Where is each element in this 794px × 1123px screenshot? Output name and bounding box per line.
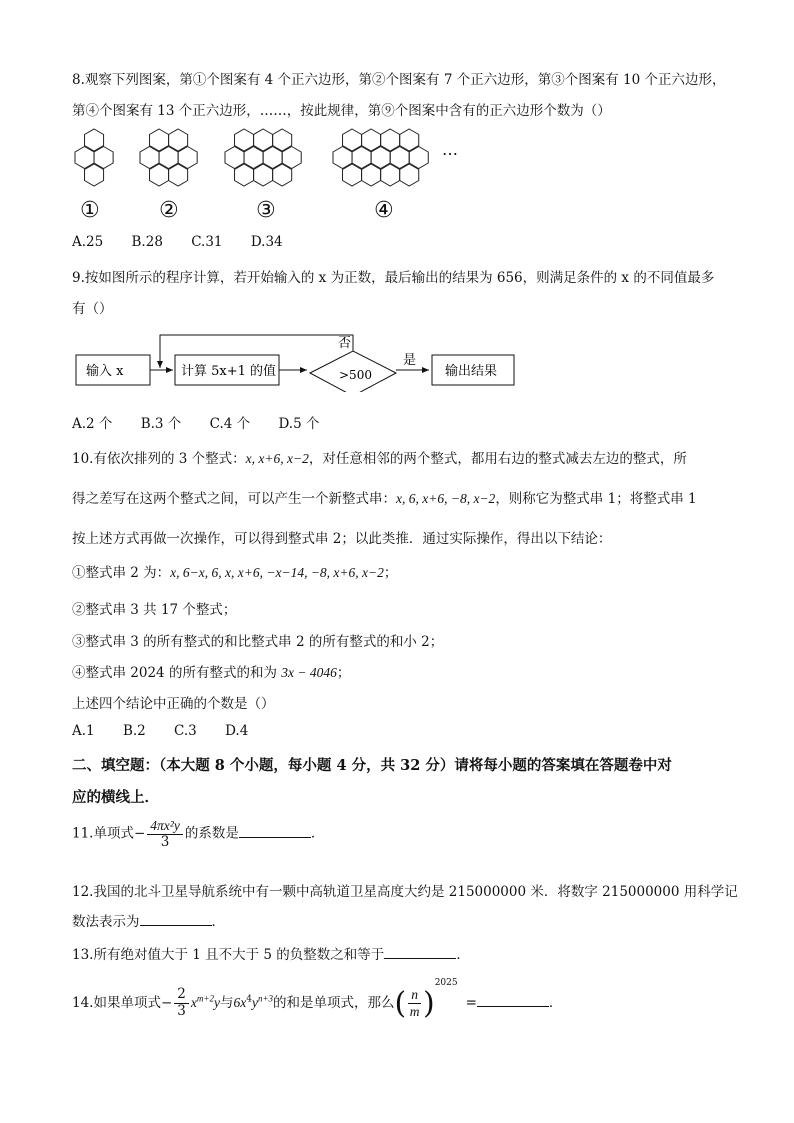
q13-answer-blank[interactable]: [384, 946, 456, 959]
q9-option-b: B.3 个: [140, 416, 182, 432]
q10-line3: 按上述方式再做一次操作，可以得到整式串 2；以此类推．通过实际操作，得出以下结论：: [72, 531, 612, 547]
q10-c4-text: ④整式串 2024 的所有整式的和为: [72, 665, 277, 681]
q14-paren-den: m: [409, 1004, 420, 1019]
q14-term1-exp: m+2: [196, 993, 214, 1004]
q10-c1-text: ①整式串 2 为：: [72, 565, 171, 581]
q8-option-a: A.25: [72, 234, 104, 250]
q13-end: ．: [456, 947, 470, 963]
q10-line1: [72, 447, 687, 467]
ellipsis: …: [442, 140, 459, 159]
q14-mid: 与: [219, 995, 234, 1011]
q8-option-d: D.34: [250, 234, 283, 250]
q10-line1-text: 10.有依次排列的 3 个整式：: [72, 451, 246, 467]
section2-heading-line1: 二、填空题：（本大题 8 个小题，每小题 4 分，共 32 分）请将每小题的答案填在答题卷中对: [72, 757, 672, 774]
q12-answer-blank[interactable]: [140, 913, 212, 926]
q12-line2: [72, 910, 225, 930]
q10-option-a: A.1: [72, 723, 95, 739]
q14-left-paren: (: [394, 986, 407, 1021]
q10-c1-tail: ；: [383, 565, 398, 581]
q9-option-d: D.5 个: [278, 416, 320, 432]
q14-frac-den: 3: [177, 1003, 186, 1019]
q14-end: ．: [548, 995, 563, 1011]
q14: [72, 978, 562, 1021]
q9-option-a: A.2 个: [72, 416, 113, 432]
q10-line2-math: x, 6, x+6, −8, x−2: [396, 491, 496, 506]
hexagon-fig2: [150, 164, 169, 186]
q10-option-d: D.4: [225, 723, 249, 739]
q11: [72, 818, 324, 850]
q10-conclusion-3: ③整式串 3 的所有整式的和比整式串 2 的所有整式的和小 2；: [72, 634, 444, 650]
hexagon-fig4: [381, 164, 400, 186]
q12-end: ．: [211, 914, 225, 930]
q10-option-c: C.3: [174, 723, 197, 739]
q14-equals: =: [465, 995, 477, 1011]
q14-fraction: [174, 987, 189, 1019]
q10-line2-text: 得之差写在这两个整式之间，可以产生一个新整式串：: [72, 491, 396, 507]
flow-input-text: 输入 x: [86, 364, 124, 379]
q10-options: [72, 723, 272, 739]
q10-conclusion-4: [72, 661, 350, 681]
q10-line2-tail: ，则称它为整式串 1；将整式串 1: [495, 491, 697, 507]
hexagon-fig3: [235, 164, 254, 186]
q14-term2-yexp: n+3: [257, 993, 274, 1004]
hexagon-fig3: [273, 164, 292, 186]
hexagon-fig4: [400, 164, 419, 186]
hexagon-fig3: [254, 164, 273, 186]
q14-power: 2025: [434, 978, 458, 988]
q13: [72, 943, 470, 963]
q10-conclusion-2: ②整式串 3 共 17 个整式；: [72, 602, 237, 618]
flowchart: [70, 330, 530, 392]
q10-c4-math: 3x − 4046: [281, 665, 337, 680]
q12-line1: 12.我国的北斗卫星导航系统中有一颗中高轨道卫星高度大约是 215000000 米．将数字 215000000 用科学记: [72, 884, 738, 900]
q11-suffix: 的系数是: [184, 825, 239, 842]
q11-numerator: 4πx²y: [147, 818, 183, 835]
q8-options: [72, 234, 307, 250]
hexagon-fig1: [85, 164, 104, 186]
q9-option-c: C.4 个: [209, 416, 251, 432]
q11-prefix: 11.单项式−: [72, 825, 146, 842]
q11-denominator: 3: [160, 833, 170, 850]
q9-line1: 9.按如图所示的程序计算，若开始输入的 x 为正数，最后输出的结果为 656，则满足条件的 x 的不同值最多: [72, 270, 715, 286]
q10-c1-math: x, 6−x, 6, x, x+6, −x−14, −8, x+6, x−2: [170, 565, 384, 580]
q14-term1-x: x: [190, 995, 197, 1010]
figure-label-2: ②: [159, 198, 179, 223]
figure-label-1: ①: [80, 198, 100, 223]
hexagon-fig4: [343, 164, 362, 186]
q10-line1-tail: ，对任意相邻的两个整式，都用右边的整式减去左边的整式，所: [308, 451, 687, 467]
q14-answer-blank[interactable]: [477, 994, 549, 1007]
q14-prefix: 14.如果单项式−: [72, 995, 173, 1011]
q14-term2-y: y: [251, 995, 258, 1010]
q12-line2-text: 数法表示为: [72, 914, 140, 930]
q10-conclusion-1: [72, 561, 397, 581]
flow-condition-text: >500: [339, 368, 372, 382]
q10-c4-tail: ；: [336, 665, 351, 681]
hexagon-fig2: [169, 164, 188, 186]
q14-right-paren: ): [422, 986, 435, 1021]
q13-text: 13.所有绝对值大于 1 且不大于 5 的负整数之和等于: [72, 947, 385, 963]
hexagon-fig4: [362, 164, 381, 186]
q11-answer-blank[interactable]: [239, 825, 311, 838]
q11-fraction: [147, 818, 183, 850]
q14-paren-fraction: [408, 987, 421, 1019]
figure-label-3: ③: [256, 198, 276, 223]
hexagon-pattern-figure: [60, 125, 480, 191]
flow-compute-text: 计算 5x+1 的值: [181, 364, 277, 379]
q14-after: 的和是单项式，那么: [273, 995, 395, 1011]
q10-line1-math: x, x+6, x−2: [245, 451, 309, 466]
q10-question: 上述四个结论中正确的个数是（）: [72, 696, 275, 712]
q8-line1: 8.观察下列图案，第①个图案有 4 个正六边形，第②个图案有 7 个正六边形，第③个图案有 10 个正六边形，: [72, 72, 726, 88]
q14-term1-y: y: [213, 995, 220, 1010]
q8-option-c: C.31: [191, 234, 223, 250]
q9-options: [72, 412, 343, 432]
q10-line2: [72, 487, 697, 507]
flow-yes-label: 是: [403, 353, 417, 368]
figure-label-4: ④: [374, 198, 394, 223]
q14-term2-x: 6x: [233, 995, 247, 1010]
q10-option-b: B.2: [122, 723, 146, 739]
section2-heading-line2: 应的横线上．: [72, 789, 159, 806]
q9-line2: 有（）: [72, 301, 113, 317]
q14-term2-xexp: 4: [246, 994, 252, 1005]
q8-option-b: B.28: [131, 234, 163, 250]
flow-no-label: 否: [338, 336, 352, 351]
q8-line2: 第④个图案有 13 个正六边形，……，按此规律，第⑨个图案中含有的正六边形个数为（）: [72, 103, 611, 119]
q14-paren-num: n: [408, 987, 421, 1004]
flow-output-text: 输出结果: [445, 364, 498, 379]
q11-end: ．: [310, 825, 325, 842]
q14-frac-num: 2: [174, 987, 189, 1004]
